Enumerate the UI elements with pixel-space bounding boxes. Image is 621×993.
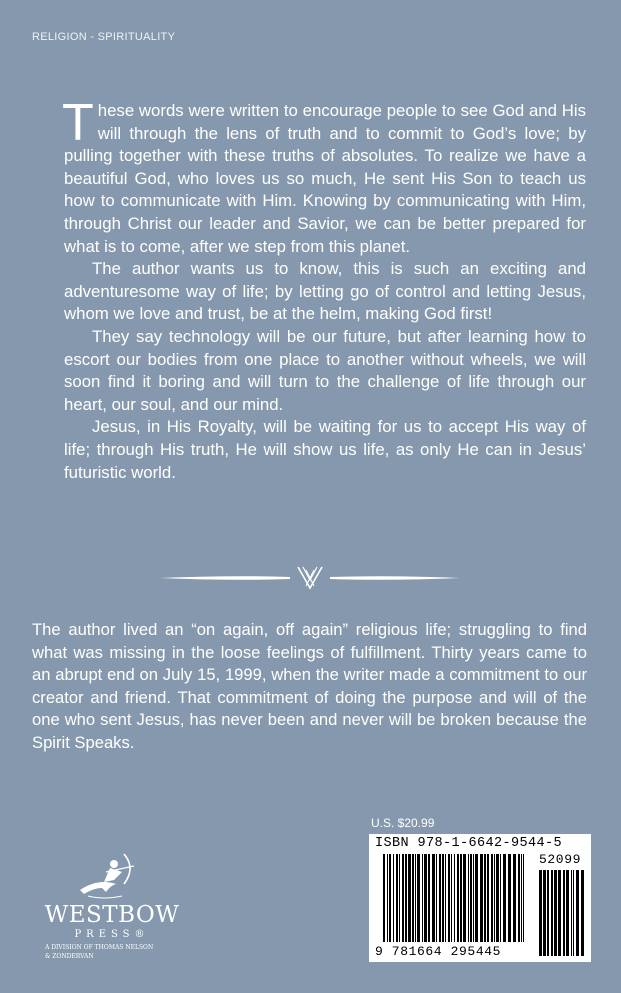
barcode-bar bbox=[518, 854, 520, 942]
publisher-division-line-1: A DIVISION OF THOMAS NELSON bbox=[45, 944, 154, 951]
barcode-bar bbox=[470, 854, 472, 942]
barcode-bar bbox=[405, 854, 407, 942]
barcode-bar bbox=[383, 854, 385, 942]
barcode-bar bbox=[581, 870, 584, 956]
barcode-bar bbox=[432, 854, 435, 942]
barcode-bar bbox=[387, 854, 388, 942]
barcode-bar bbox=[523, 854, 524, 942]
isbn-barcode bbox=[369, 834, 591, 962]
price-addon-number: 52099 bbox=[539, 852, 582, 867]
barcode-bar bbox=[402, 854, 404, 942]
barcode-bar bbox=[547, 870, 549, 956]
drop-cap: T bbox=[62, 94, 94, 152]
barcode-bar bbox=[576, 870, 579, 956]
publisher-logo bbox=[18, 850, 188, 980]
publisher-press: PRESS® bbox=[74, 929, 150, 940]
barcode-bar bbox=[554, 870, 557, 956]
barcode-bar bbox=[422, 854, 423, 942]
barcode-bar bbox=[412, 854, 414, 942]
barcode-bar bbox=[442, 854, 444, 942]
barcode-bar bbox=[551, 870, 553, 956]
barcode-bar bbox=[436, 854, 437, 942]
barcode-bar bbox=[487, 854, 489, 942]
blurb-paragraph-1-text: hese words were written to encourage people to see God and His will through the lens of truth and to commit to God’s love; by pulling together with these truths of absolutes. To realize we have a beautiful God, who loves us so much, He sent His Son to teach us how to communicate with Him. Knowing by communicating with Him, through Christ our leader and Savior, we can be better prepared for what is to come, after we step from this planet. bbox=[64, 101, 586, 256]
barcode-bar bbox=[503, 854, 506, 942]
barcode-bar bbox=[563, 870, 565, 956]
back-cover-blurb bbox=[62, 94, 586, 484]
barcode-bar bbox=[445, 854, 446, 942]
barcode-bar bbox=[415, 854, 416, 942]
barcode-bar bbox=[500, 854, 501, 942]
barcode-bar bbox=[473, 854, 474, 942]
barcode-bar bbox=[451, 854, 452, 942]
barcode-bar bbox=[399, 854, 400, 942]
category-label: RELIGION - SPIRITUALITY bbox=[32, 31, 176, 43]
barcode-bar bbox=[558, 870, 561, 956]
westbow-archer-logo-icon bbox=[18, 850, 188, 910]
barcode-bar bbox=[389, 854, 391, 942]
author-bio bbox=[32, 619, 587, 755]
barcode-bar bbox=[513, 854, 516, 942]
barcode-bar bbox=[566, 870, 569, 956]
price-label: U.S. $20.99 bbox=[371, 816, 435, 830]
author-bio-text: The author lived an “on again, off again” religious life; struggling to find what was missing in the loose feelings of fulfillment. Thirty years came to an abrupt end on July 15, 1999, when the writer made a commitment to our creator and friend. That commitment of doing the purpose and will of the one who sent Jesus, has never been and never will be broken because the Spirit Speaks. bbox=[32, 620, 587, 752]
barcode-bar bbox=[417, 854, 420, 942]
barcode-bar bbox=[496, 854, 499, 942]
publisher-division bbox=[32, 943, 205, 961]
publisher-name: WESTBOW bbox=[44, 902, 180, 928]
blurb-paragraph-4: Jesus, in His Royalty, will be waiting for us to accept His way of life; through His truth, He will show us life, as only He can in Jesus’ futuristic world. bbox=[64, 417, 586, 482]
blurb-paragraph-3: They say technology will be our future, but after learning how to escort our bodies from one place to another without wheels, we will soon find it boring and will turn to the challenge of life through our heart, our soul, and our mind. bbox=[64, 326, 586, 414]
barcode-bar bbox=[573, 870, 574, 956]
barcode-bar bbox=[408, 854, 411, 942]
barcode-bar bbox=[543, 870, 546, 956]
blurb-paragraph-1 bbox=[62, 94, 586, 258]
barcode-bar bbox=[463, 854, 466, 942]
barcode-bar bbox=[393, 854, 394, 942]
publisher-division-line-2: & ZONDERVAN bbox=[45, 953, 94, 960]
barcode-bar bbox=[491, 854, 493, 942]
barcode-bar bbox=[508, 854, 511, 942]
ean-number: 9 781664 295445 bbox=[375, 944, 502, 959]
barcode-bar bbox=[396, 854, 398, 942]
barcode-bar bbox=[480, 854, 483, 942]
barcode-bar bbox=[424, 854, 427, 942]
barcode-bar bbox=[484, 854, 486, 942]
barcode-bar bbox=[439, 854, 441, 942]
ornament-divider-icon bbox=[160, 564, 460, 590]
barcode-bar bbox=[457, 854, 459, 942]
barcode-bar bbox=[454, 854, 455, 942]
barcode-bars bbox=[369, 834, 591, 962]
barcode-bar bbox=[448, 854, 450, 942]
barcode-bar bbox=[571, 870, 572, 956]
barcode-bar bbox=[539, 870, 542, 956]
barcode-bar bbox=[521, 854, 522, 942]
barcode-bar bbox=[428, 854, 430, 942]
barcode-bar bbox=[460, 854, 462, 942]
isbn-text: ISBN 978-1-6642-9544-5 bbox=[375, 836, 563, 851]
barcode-bar bbox=[475, 854, 478, 942]
barcode-bar bbox=[494, 854, 495, 942]
barcode-bar bbox=[468, 854, 469, 942]
blurb-paragraph-2: The author wants us to know, this is such an exciting and adventuresome way of life; by letting go of control and letting Jesus, whom we love and trust, be at the helm, making God first! bbox=[64, 259, 586, 324]
